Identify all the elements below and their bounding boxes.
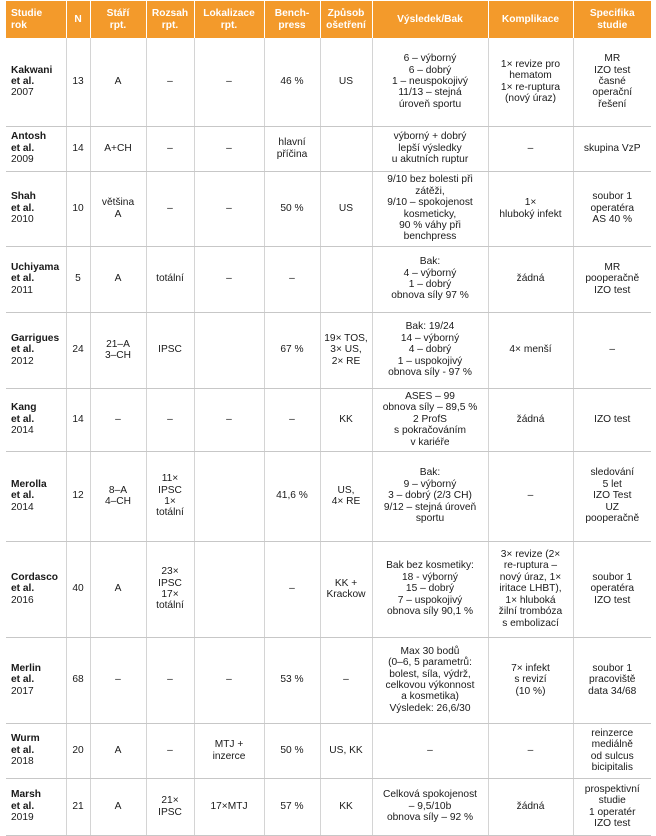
table-row	[6, 171, 651, 246]
cell-n: 40	[66, 541, 90, 637]
cell-extent: –	[146, 171, 194, 246]
cell-n: 21	[66, 778, 90, 835]
cell-n: 14	[66, 126, 90, 171]
cell-study	[6, 126, 66, 171]
cell-result: ASES – 99 obnova síly – 89,5 % 2 ProfS s pokračováním v kariéře	[372, 388, 488, 451]
cell-benchpress: 67 %	[264, 312, 320, 388]
cell-age: A	[90, 38, 146, 126]
table-row	[6, 246, 651, 312]
cell-result: Bak: 4 – výborný 1 – dobrý obnova síly 97 %	[372, 246, 488, 312]
cell-specifics: skupina VzP	[573, 126, 651, 171]
cell-specifics: –	[573, 312, 651, 388]
cell-extent: 23× IPSC 17× totální	[146, 541, 194, 637]
cell-extent: –	[146, 126, 194, 171]
cell-result: výborný + dobrý lepší výsledky u akutních ruptur	[372, 126, 488, 171]
column-header-location: Lokalizace rpt.	[194, 1, 264, 38]
cell-treatment	[320, 126, 372, 171]
table-row	[6, 38, 651, 126]
cell-complications: žádná	[488, 778, 573, 835]
cell-complications: –	[488, 451, 573, 541]
cell-extent: –	[146, 723, 194, 778]
cell-n: 13	[66, 38, 90, 126]
study-year: 2010	[11, 214, 34, 226]
column-header-n: N	[66, 1, 90, 38]
table-row	[6, 541, 651, 637]
column-header-specifics: Specifika studie	[573, 1, 651, 38]
cell-specifics: sledování 5 let IZO Test UZ pooperačně	[573, 451, 651, 541]
cell-treatment: –	[320, 637, 372, 723]
cell-complications: 1× revize pro hematom 1× re-ruptura (nový úraz)	[488, 38, 573, 126]
cell-study	[6, 388, 66, 451]
cell-location	[194, 541, 264, 637]
study-authors: Marsh et al.	[11, 789, 42, 812]
cell-age: 8–A 4–CH	[90, 451, 146, 541]
cell-result: Bak bez kosmetiky: 18 - výborný 15 – dobrý 7 – uspokojivý obnova síly 90,1 %	[372, 541, 488, 637]
study-authors: Wurm et al.	[11, 733, 40, 756]
table-body	[6, 38, 651, 835]
cell-extent: –	[146, 637, 194, 723]
cell-complications: –	[488, 126, 573, 171]
study-authors: Kakwani et al.	[11, 64, 53, 88]
table-row	[6, 126, 651, 171]
cell-study	[6, 246, 66, 312]
cell-benchpress: –	[264, 246, 320, 312]
cell-specifics: prospektivní studie 1 operatér IZO test	[573, 778, 651, 835]
cell-age: –	[90, 637, 146, 723]
table-row	[6, 388, 651, 451]
cell-location: 17×MTJ	[194, 778, 264, 835]
cell-specifics: IZO test	[573, 388, 651, 451]
table-row	[6, 312, 651, 388]
cell-n: 24	[66, 312, 90, 388]
cell-complications: 7× infekt s revizí (10 %)	[488, 637, 573, 723]
cell-specifics: reinzerce mediálně od sulcus bicipitalis	[573, 723, 651, 778]
cell-result: 6 – výborný 6 – dobrý 1 – neuspokojivý 11/13 – stejná úroveň sportu	[372, 38, 488, 126]
cell-location: MTJ + inzerce	[194, 723, 264, 778]
study-year: 2014	[11, 425, 34, 437]
cell-location: –	[194, 171, 264, 246]
cell-extent: IPSC	[146, 312, 194, 388]
cell-location	[194, 451, 264, 541]
table-row	[6, 451, 651, 541]
cell-age: 21–A 3–CH	[90, 312, 146, 388]
cell-location	[194, 312, 264, 388]
cell-extent: 11× IPSC 1× totální	[146, 451, 194, 541]
cell-n: 68	[66, 637, 90, 723]
cell-extent: –	[146, 388, 194, 451]
cell-specifics: MR pooperačně IZO test	[573, 246, 651, 312]
study-year: 2018	[11, 756, 34, 768]
cell-specifics: soubor 1 pracoviště data 34/68	[573, 637, 651, 723]
cell-treatment: US, KK	[320, 723, 372, 778]
cell-treatment: US	[320, 38, 372, 126]
study-year: 2017	[11, 685, 34, 697]
cell-age: –	[90, 388, 146, 451]
cell-age: A+CH	[90, 126, 146, 171]
cell-specifics: MR IZO test časné operační řešení	[573, 38, 651, 126]
cell-n: 14	[66, 388, 90, 451]
cell-complications: 4× menší	[488, 312, 573, 388]
cell-extent: –	[146, 38, 194, 126]
study-authors: Shah et al.	[11, 191, 36, 214]
cell-study	[6, 312, 66, 388]
column-header-study: Studie rok	[6, 1, 66, 38]
cell-treatment: US, 4× RE	[320, 451, 372, 541]
cell-specifics: soubor 1 operatéra AS 40 %	[573, 171, 651, 246]
cell-complications: 1× hluboký infekt	[488, 171, 573, 246]
study-year: 2009	[11, 154, 34, 166]
column-header-complications: Komplikace	[488, 1, 573, 38]
study-year: 2019	[11, 812, 34, 824]
table-row	[6, 778, 651, 835]
cell-extent: 21× IPSC	[146, 778, 194, 835]
cell-study	[6, 778, 66, 835]
column-header-age: Stáří rpt.	[90, 1, 146, 38]
cell-location: –	[194, 388, 264, 451]
studies-table	[6, 1, 651, 836]
cell-treatment: KK + Krackow	[320, 541, 372, 637]
study-authors: Merolla et al.	[11, 478, 47, 502]
cell-complications: 3× revize (2× re-ruptura – nový úraz, 1× iritace LHBT), 1× hluboká žilní trombóza s embolizací	[488, 541, 573, 637]
cell-age: A	[90, 778, 146, 835]
cell-benchpress: 41,6 %	[264, 451, 320, 541]
cell-age: A	[90, 723, 146, 778]
cell-treatment	[320, 246, 372, 312]
cell-study	[6, 38, 66, 126]
study-year: 2014	[11, 501, 34, 513]
cell-result: Bak: 9 – výborný 3 – dobrý (2/3 CH) 9/12 – stejná úroveň sportu	[372, 451, 488, 541]
cell-benchpress: hlavní příčina	[264, 126, 320, 171]
study-year: 2011	[11, 284, 33, 296]
cell-benchpress: 50 %	[264, 171, 320, 246]
cell-benchpress: 53 %	[264, 637, 320, 723]
cell-treatment: KK	[320, 778, 372, 835]
study-year: 2016	[11, 594, 34, 606]
cell-study	[6, 637, 66, 723]
column-header-benchpress: Bench- press	[264, 1, 320, 38]
cell-result: 9/10 bez bolesti při zátěži, 9/10 – spokojenost kosmeticky, 90 % váhy při benchpress	[372, 171, 488, 246]
study-authors: Garrigues et al.	[11, 332, 60, 356]
study-year: 2012	[11, 355, 34, 367]
cell-complications: –	[488, 723, 573, 778]
cell-treatment: 19× TOS, 3× US, 2× RE	[320, 312, 372, 388]
study-authors: Kang et al.	[11, 402, 37, 425]
study-authors: Antosh et al.	[11, 131, 47, 154]
cell-benchpress: –	[264, 541, 320, 637]
cell-study	[6, 171, 66, 246]
study-year: 2007	[11, 87, 34, 99]
table-row	[6, 723, 651, 778]
cell-result: Celková spokojenost – 9,5/10b obnova síly – 92 %	[372, 778, 488, 835]
cell-benchpress: 50 %	[264, 723, 320, 778]
cell-n: 10	[66, 171, 90, 246]
cell-age: většina A	[90, 171, 146, 246]
cell-study	[6, 451, 66, 541]
cell-extent: totální	[146, 246, 194, 312]
cell-location: –	[194, 246, 264, 312]
cell-result: –	[372, 723, 488, 778]
cell-location: –	[194, 126, 264, 171]
cell-n: 20	[66, 723, 90, 778]
cell-study	[6, 541, 66, 637]
cell-result: Max 30 bodů (0–6, 5 parametrů: bolest, síla, výdrž, celkovou výkonnost a kosmetika) Výsledek: 26,6/30	[372, 637, 488, 723]
study-authors: Uchiyama et al.	[11, 261, 60, 285]
cell-specifics: soubor 1 operatéra IZO test	[573, 541, 651, 637]
cell-complications: žádná	[488, 388, 573, 451]
column-header-treatment: Způsob ošetření	[320, 1, 372, 38]
column-header-extent: Rozsah rpt.	[146, 1, 194, 38]
header-row	[6, 1, 651, 38]
cell-location: –	[194, 637, 264, 723]
cell-result: Bak: 19/24 14 – výborný 4 – dobrý 1 – uspokojivý obnova síly - 97 %	[372, 312, 488, 388]
cell-complications: žádná	[488, 246, 573, 312]
cell-benchpress: 57 %	[264, 778, 320, 835]
study-authors: Merlin et al.	[11, 662, 42, 686]
table-header	[6, 1, 651, 38]
cell-benchpress: –	[264, 388, 320, 451]
table-row	[6, 637, 651, 723]
cell-age: A	[90, 541, 146, 637]
cell-n: 5	[66, 246, 90, 312]
cell-treatment: KK	[320, 388, 372, 451]
cell-location: –	[194, 38, 264, 126]
cell-benchpress: 46 %	[264, 38, 320, 126]
cell-study	[6, 723, 66, 778]
cell-treatment: US	[320, 171, 372, 246]
cell-n: 12	[66, 451, 90, 541]
column-header-result: Výsledek/Bak	[372, 1, 488, 38]
cell-age: A	[90, 246, 146, 312]
study-authors: Cordasco et al.	[11, 571, 58, 595]
